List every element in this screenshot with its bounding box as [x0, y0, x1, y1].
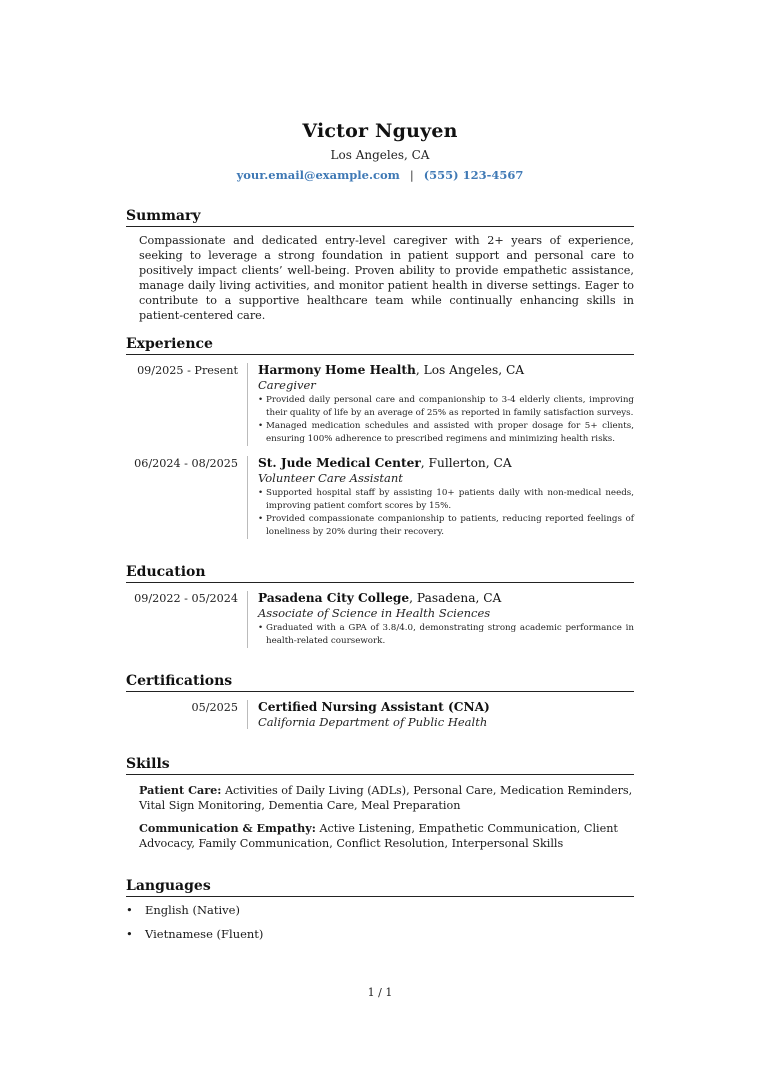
- email-link[interactable]: your.email@example.com: [236, 168, 400, 182]
- experience-section: [126, 336, 634, 539]
- institution-name: Pasadena City College: [258, 591, 410, 605]
- contact-line: [0, 168, 760, 182]
- certifications-section: [126, 673, 634, 729]
- page-number: 1 / 1: [367, 986, 393, 999]
- skill-group: [139, 783, 634, 813]
- achievement-item: • Managed medication schedules and assisted with proper dosage for 5+ clients, ensuring 100% adherence to prescribed regimens and minimizing health risks.: [258, 420, 634, 446]
- achievement-item: • Graduated with a GPA of 3.8/4.0, demonstrating strong academic performance in health-related coursework.: [258, 622, 634, 648]
- candidate-name: Victor Nguyen: [302, 120, 458, 142]
- organization-name: St. Jude Medical Center: [258, 456, 421, 470]
- organization-name: Harmony Home Health: [258, 363, 416, 377]
- achievement-list: [258, 487, 634, 539]
- candidate-location: Los Angeles, CA: [330, 148, 430, 162]
- entry-body: [247, 363, 634, 446]
- skill-group: [139, 821, 634, 851]
- achievement-item: • Supported hospital staff by assisting 10+ patients daily with non-medical needs, improving patient comfort scores by 15%.: [258, 487, 634, 513]
- job-title: Volunteer Care Assistant: [258, 471, 403, 485]
- achievement-list: [258, 394, 634, 446]
- skill-category: Patient Care:: [139, 783, 222, 797]
- section-title-education: Education: [126, 564, 634, 583]
- achievement-item: • Provided compassionate companionship to patients, reducing reported feelings of loneliness by 20% during their recovery.: [258, 513, 634, 539]
- certification-entry: [126, 700, 634, 729]
- organization-location: , Fullerton, CA: [420, 456, 512, 470]
- achievement-list: [258, 622, 634, 648]
- job-title: Caregiver: [258, 378, 316, 392]
- language-list: [126, 903, 634, 951]
- summary-text: Compassionate and dedicated entry-level caregiver with 2+ years of experience, seeking to leverage a strong foundation in patient support and personal care to positively impact clients’ well-being. Proven ability to provide empathetic assistance, manage daily living activities, and monitor patient health in diverse settings. Eager to contribute to a supportive healthcare team while continually enhancing skills in patient-centered care.: [139, 234, 634, 322]
- phone-link[interactable]: (555) 123-4567: [423, 168, 524, 182]
- experience-entry: [126, 456, 634, 539]
- skill-list: Active Listening, Empathetic Communication, Client Advocacy, Family Communication, Conflict Resolution, Interpersonal Skills: [139, 822, 618, 850]
- entry-heading: [258, 456, 634, 470]
- section-title-certifications: Certifications: [126, 673, 634, 692]
- entry-body: [247, 591, 634, 648]
- experience-entry: [126, 363, 634, 446]
- resume-header: [0, 120, 760, 182]
- entry-date: 09/2025 - Present: [137, 364, 238, 377]
- entry-heading: [258, 363, 634, 377]
- entry-heading: [258, 700, 634, 714]
- entry-body: [247, 700, 634, 729]
- entry-date: 05/2025: [191, 701, 238, 714]
- section-title-experience: Experience: [126, 336, 634, 355]
- degree-title: Associate of Science in Health Sciences: [258, 606, 491, 620]
- section-title-skills: Skills: [126, 756, 634, 775]
- entry-heading: [258, 591, 634, 605]
- achievement-item: • Provided daily personal care and companionship to 3-4 elderly clients, improving their quality of life by an average of 25% as reported in family satisfaction surveys.: [258, 394, 634, 420]
- entry-date: 09/2022 - 05/2024: [134, 592, 238, 605]
- organization-location: , Los Angeles, CA: [415, 363, 525, 377]
- languages-section: [126, 878, 634, 951]
- section-title-summary: Summary: [126, 208, 634, 227]
- skill-category: Communication & Empathy:: [139, 821, 316, 835]
- certification-name: Certified Nursing Assistant (CNA): [258, 700, 490, 714]
- entry-body: [247, 456, 634, 539]
- institution-location: , Pasadena, CA: [409, 591, 502, 605]
- section-title-languages: Languages: [126, 878, 634, 897]
- language-item: • English (Native): [126, 903, 634, 927]
- skills-section: [126, 756, 634, 851]
- education-section: [126, 564, 634, 648]
- language-item: • Vietnamese (Fluent): [126, 927, 634, 951]
- contact-separator: |: [409, 168, 414, 182]
- summary-section: [126, 208, 634, 323]
- entry-date: 06/2024 - 08/2025: [134, 457, 238, 470]
- certification-issuer: California Department of Public Health: [258, 715, 488, 729]
- education-entry: [126, 591, 634, 648]
- skill-list: Activities of Daily Living (ADLs), Personal Care, Medication Reminders, Vital Sign Monitoring, Dementia Care, Meal Preparation: [139, 784, 633, 812]
